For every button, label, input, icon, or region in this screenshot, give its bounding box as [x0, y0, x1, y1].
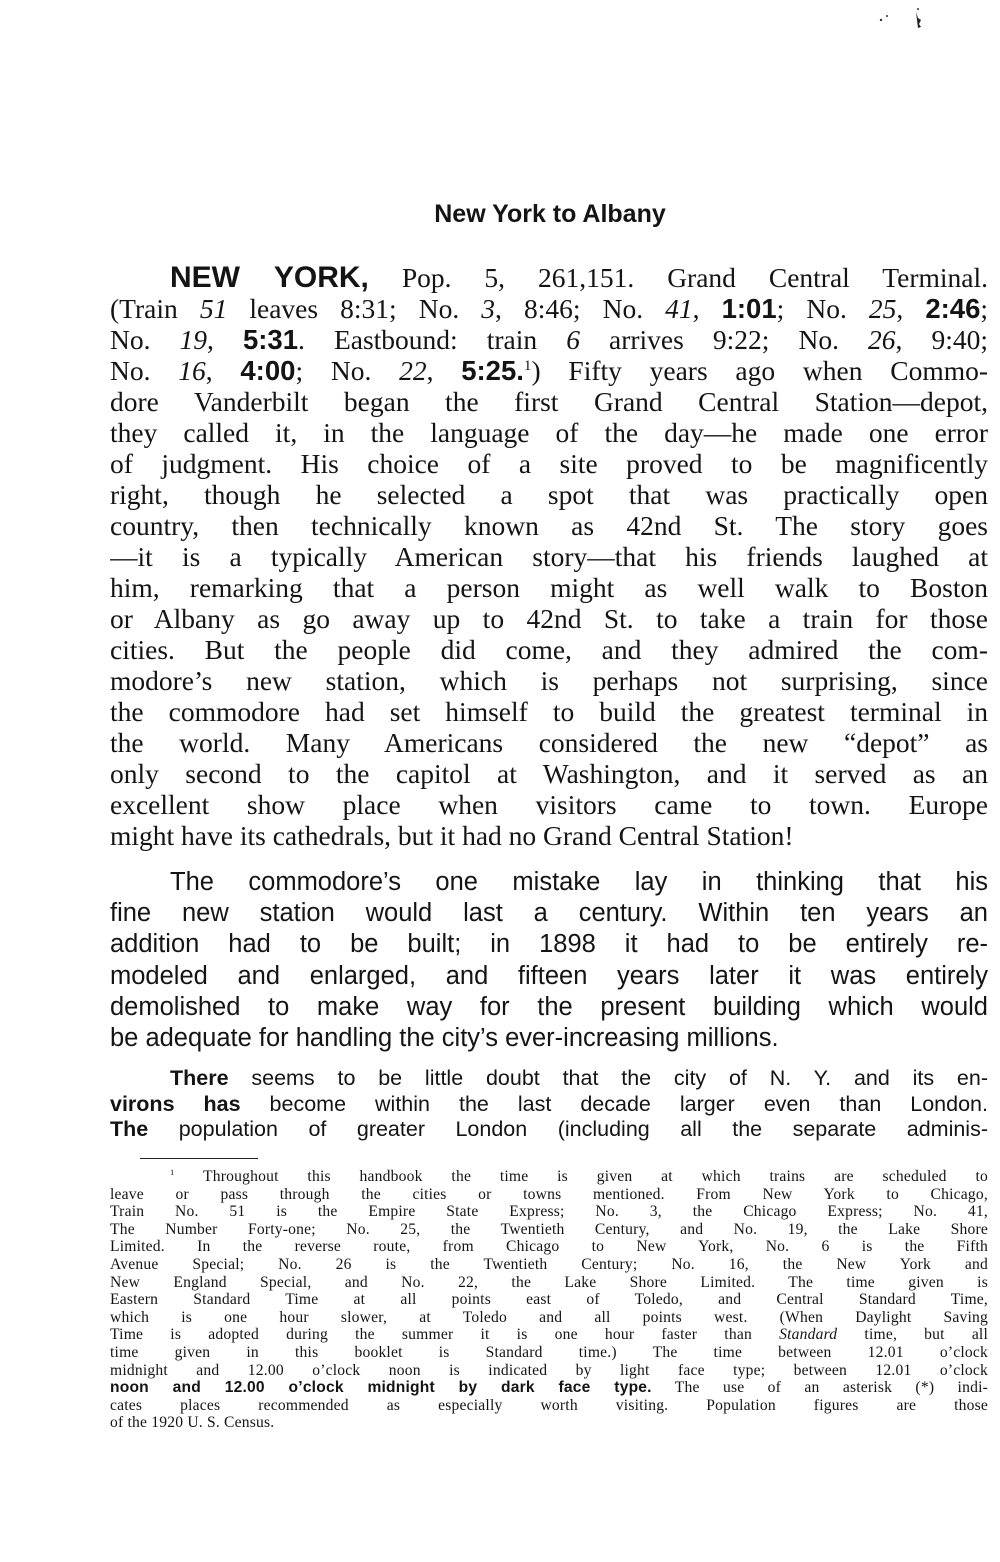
- text-run: 1: [170, 1168, 175, 1177]
- text-run: population of greater London (including all the separate adminis-: [148, 1117, 988, 1141]
- text-run: cities. But the people did come, and they admired the com-: [110, 634, 988, 665]
- text-run: the commodore had set himself to build the greatest terminal in: [110, 696, 988, 727]
- p1-line: [110, 293, 988, 324]
- p2-line: [110, 992, 988, 1023]
- text-run: they called it, in the language of the day—he made one error: [110, 417, 988, 448]
- p1-line: [110, 820, 988, 851]
- text-run: 41: [665, 293, 693, 324]
- text-run: . Eastbound: train: [298, 324, 567, 355]
- text-run: or Albany as go away up to 42nd St. to take a train for those: [110, 603, 988, 634]
- text-run: (Train: [110, 293, 200, 324]
- text-run: ,: [207, 324, 243, 355]
- p2-line: [110, 898, 988, 929]
- footnote-line: [110, 1274, 988, 1292]
- text-run: ,: [205, 355, 241, 386]
- p1-line: [110, 510, 988, 541]
- p1-line: [110, 541, 988, 572]
- footnote-line: [110, 1344, 988, 1362]
- text-run: excellent show place when visitors came to town. Europe: [110, 789, 988, 820]
- text-run: of judgment. His choice of a site proved to be magnificently: [110, 448, 988, 479]
- text-run: ;: [980, 293, 988, 324]
- p2-line: [110, 1023, 988, 1054]
- footnote-line: [110, 1309, 988, 1327]
- p1-line: [110, 386, 988, 417]
- text-run: Standard: [779, 1326, 838, 1344]
- footnote-divider: [140, 1158, 258, 1159]
- p1-line: [110, 355, 988, 386]
- text-run: might have its cathedrals, but it had no Grand Central Station!: [110, 820, 794, 851]
- footnote-line: [110, 1326, 988, 1344]
- text-run: Avenue Special; No. 26 is the Twentieth Century; No. 16, the New York and: [110, 1255, 988, 1273]
- text-run: of the 1920 U. S. Census.: [110, 1414, 275, 1432]
- text-run: 2:46: [925, 293, 981, 324]
- text-run: be adequate for handling the city’s ever-increasing millions.: [110, 1024, 779, 1053]
- text-run: 51: [199, 293, 228, 324]
- text-run: leave or pass through the cities or towns mentioned. From New York to Chicago,: [110, 1185, 988, 1203]
- text-run: The Number Forty-one; No. 25, the Twentieth Century, and No. 19, the Lake Shore: [110, 1220, 988, 1238]
- text-run: become within the last decade larger even than London.: [240, 1091, 988, 1116]
- text-run: 25: [868, 293, 897, 324]
- p3-line: [110, 1092, 988, 1118]
- text-run: seems to be little doubt that the city of N. Y. and its en-: [228, 1066, 988, 1090]
- text-run: ,: [426, 355, 462, 386]
- page-title: New York to Albany: [434, 200, 666, 228]
- text-run: No.: [110, 324, 180, 355]
- footnote-line: [110, 1256, 988, 1274]
- text-run: Throughout this handbook the time is given at which trains are scheduled to: [174, 1168, 988, 1185]
- text-run: Train No. 51 is the Empire State Express; No. 3, the Chicago Express; No. 41,: [110, 1203, 988, 1221]
- p1-line: [110, 417, 988, 448]
- text-run: time given in this booklet is Standard time.) The time between 12.01 o’clock: [110, 1343, 988, 1361]
- text-run: Pop. 5, 261,151. Grand Central Terminal.: [368, 262, 988, 293]
- text-run: 26: [868, 324, 896, 355]
- footnote-line: [110, 1203, 988, 1221]
- text-run: , 9:40;: [895, 324, 988, 355]
- footnote-line: [110, 1291, 988, 1309]
- p1-line: [110, 696, 988, 727]
- text-run: cates places recommended as especially worth visiting. Population figures are those: [110, 1396, 988, 1414]
- text-run: him, remarking that a person might as well walk to Boston: [110, 572, 988, 603]
- p3-line: [110, 1066, 988, 1092]
- text-run: The commodore’s one mistake lay in thinking that his: [170, 868, 988, 896]
- text-run: 1:01: [721, 293, 777, 324]
- text-run: Time is adopted during the summer it is one hour faster than: [110, 1326, 780, 1344]
- text-run: 22: [399, 355, 427, 386]
- text-run: fine new station would last a century. Within ten years an: [110, 899, 988, 928]
- text-run: The: [110, 1117, 149, 1141]
- text-run: midnight and 12.00 o’clock noon is indicated by light face type; between 12.01 o’clock: [110, 1361, 988, 1379]
- p1-line: [110, 262, 988, 293]
- text-run: modore’s new station, which is perhaps not surprising, since: [110, 665, 988, 696]
- text-run: which is one hour slower, at Toledo and all points west. (When Daylight Saving: [110, 1308, 988, 1326]
- p1-line: [110, 634, 988, 665]
- text-run: ,: [692, 293, 722, 324]
- p1-line: [110, 665, 988, 696]
- text-run: the world. Many Americans considered the new “depot” as: [110, 727, 988, 758]
- text-run: , 8:46; No.: [495, 293, 666, 324]
- p3-line: [110, 1117, 988, 1143]
- text-run: virons has: [110, 1091, 241, 1116]
- text-run: The use of an asterisk (*) indi-: [651, 1379, 988, 1397]
- paragraph-new-york: [110, 262, 988, 851]
- text-run: NEW YORK,: [170, 262, 369, 293]
- p1-line: [110, 789, 988, 820]
- p1-line: [110, 727, 988, 758]
- text-run: 5:31: [242, 324, 299, 355]
- text-run: 4:00: [240, 355, 296, 386]
- p1-line: [110, 479, 988, 510]
- text-run: ,: [896, 293, 926, 324]
- text-run: 1: [523, 357, 532, 374]
- text-run: noon and 12.00 o’clock midnight by dark face type.: [110, 1379, 652, 1397]
- footnote-line: [110, 1379, 988, 1397]
- footnote: [110, 1168, 988, 1432]
- footnote-line: [110, 1397, 988, 1415]
- text-run: 6: [566, 324, 580, 355]
- text-run: 19: [179, 324, 208, 355]
- text-run: 5:25.: [461, 355, 524, 386]
- text-run: arrives 9:22; No.: [579, 324, 869, 355]
- footnote-line: [110, 1238, 988, 1256]
- text-run: country, then technically known as 42nd St. The story goes: [110, 510, 988, 541]
- text-run: Limited. In the reverse route, from Chicago to New York, No. 6 is the Fifth: [110, 1238, 988, 1256]
- paragraph-population: [110, 1066, 988, 1143]
- p1-line: [110, 448, 988, 479]
- footnote-line: [110, 1221, 988, 1239]
- text-run: No.: [110, 355, 179, 386]
- text-run: only second to the capitol at Washington, and it served as an: [110, 758, 988, 789]
- text-run: —it is a typically American story—that his friends laughed at: [110, 541, 988, 572]
- text-run: leaves 8:31; No.: [227, 293, 482, 324]
- text-run: modeled and enlarged, and fifteen years later it was entirely: [110, 961, 988, 990]
- text-run: right, though he selected a spot that was practically open: [110, 479, 988, 510]
- p1-line: [110, 603, 988, 634]
- text-run: New England Special, and No. 22, the Lake Shore Limited. The time given is: [110, 1273, 988, 1291]
- text-run: 3: [481, 293, 496, 324]
- footnote-line: [110, 1414, 988, 1432]
- text-run: addition had to be built; in 1898 it had to be entirely re-: [110, 930, 988, 959]
- text-run: Eastern Standard Time at all points east of Toledo, and Central Standard Time,: [110, 1291, 988, 1309]
- text-run: time, but all: [837, 1326, 988, 1344]
- text-run: ; No.: [776, 293, 869, 324]
- footnote-line: [110, 1186, 988, 1204]
- text-run: ) Fifty years ago when Commo-: [531, 355, 988, 386]
- text-run: 16: [178, 355, 206, 386]
- p1-line: [110, 324, 988, 355]
- paragraph-commodore-mistake: [110, 867, 988, 1054]
- p2-line: [110, 961, 988, 992]
- scan-speck-marks: [878, 6, 938, 36]
- text-run: demolished to make way for the present building which would: [110, 992, 988, 1021]
- text-run: dore Vanderbilt began the first Grand Central Station—depot,: [110, 386, 988, 417]
- p2-line: [110, 867, 988, 898]
- p2-line: [110, 929, 988, 960]
- footnote-line: [110, 1362, 988, 1380]
- p1-line: [110, 758, 988, 789]
- footnote-line: [110, 1168, 988, 1186]
- text-run: There: [170, 1066, 229, 1090]
- text-run: ; No.: [295, 355, 400, 386]
- p1-line: [110, 572, 988, 603]
